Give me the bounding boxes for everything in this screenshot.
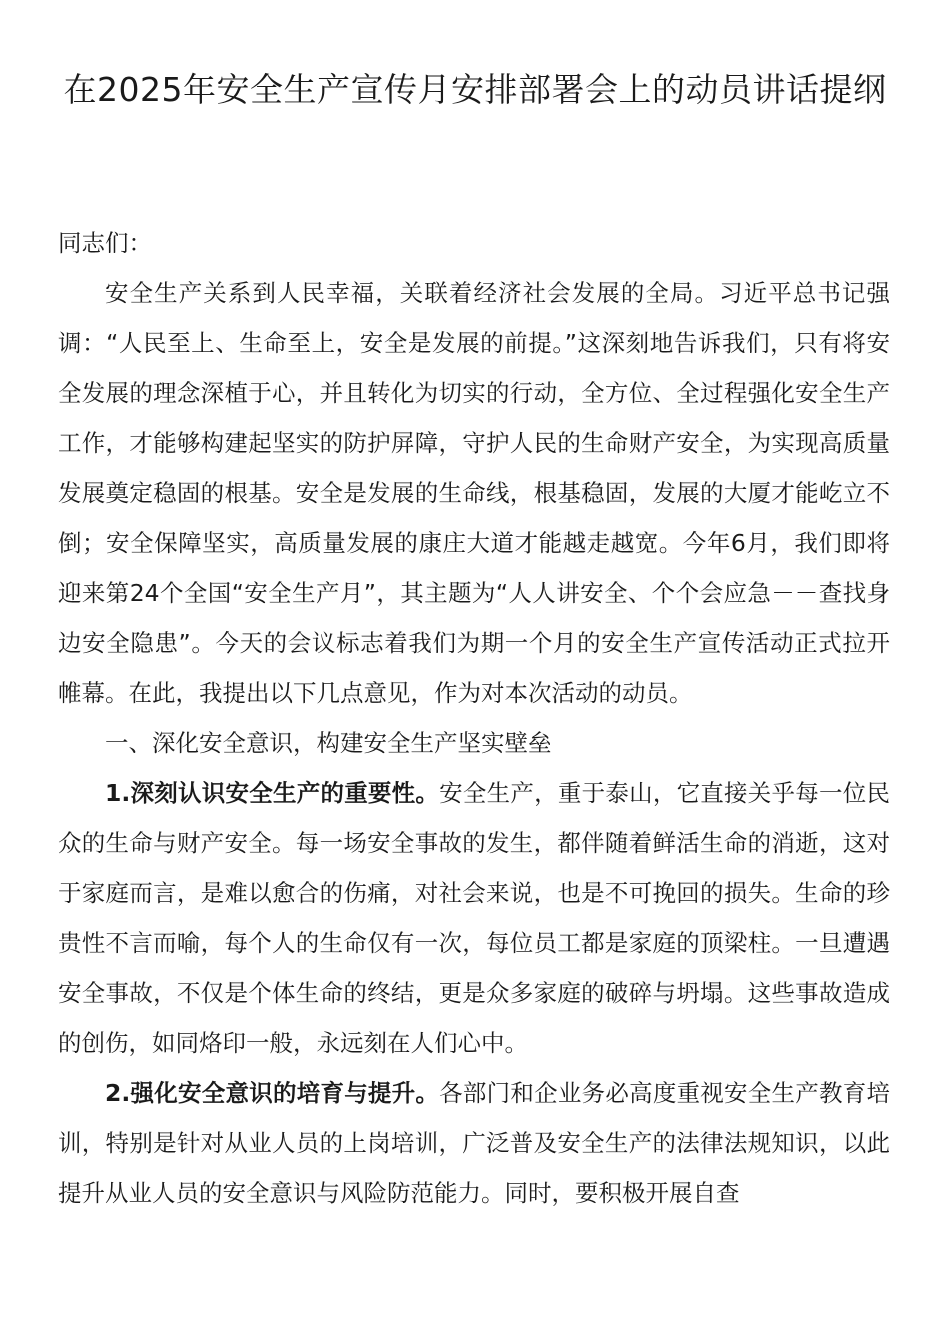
point-text-1: 安全生产，重于泰山，它直接关乎每一位民众的生命与财产安全。每一场安全事故的发生，都伴随着鲜活生命的消逝，这对于家庭而言，是难以愈合的伤痛，对社会来说，也是不可挽回的损失。生命的珍贵性不言而喻，每个人的生命仅有一次，每位员工都是家庭的顶梁柱。一旦遭遇安全事故，不仅是个体生命的终结，更是众多家庭的破碎与坍塌。这些事故造成的创伤，如同烙印一般，永远刻在人们心中。 [58, 779, 890, 1057]
salutation: 同志们： [58, 229, 152, 257]
point-paragraph-1 [58, 768, 890, 1068]
intro-paragraph: 安全生产关系到人民幸福，关联着经济社会发展的全局。习近平总书记强调：“人民至上、生命至上，安全是发展的前提。”这深刻地告诉我们，只有将安全发展的理念深植于心，并且转化为切实的行动，全方位、全过程强化安全生产工作，才能够构建起坚实的防护屏障，守护人民的生命财产安全，为实现高质量发展奠定稳固的根基。安全是发展的生命线，根基稳固，发展的大厦才能屹立不倒；安全保障坚实，高质量发展的康庄大道才能越走越宽。今年6月，我们即将迎来第24个全国“安全生产月”，其主题为“人人讲安全、个个会应急－－查找身边安全隐患”。今天的会议标志着我们为期一个月的安全生产宣传活动正式拉开帷幕。在此，我提出以下几点意见，作为对本次活动的动员。 [58, 279, 890, 707]
point-text-2: 各部门和企业务必高度重视安全生产教育培训，特别是针对从业人员的上岗培训，广泛普及安全生产的法律法规知识，以此提升从业人员的安全意识与风险防范能力。同时，要积极开展自查 [58, 1079, 890, 1207]
point-paragraph-2 [58, 1068, 890, 1218]
point-lead-2: 2.强化安全意识的培育与提升。 [105, 1079, 440, 1107]
point-lead-1: 1.深刻认识安全生产的重要性。 [105, 779, 440, 807]
section-heading: 一、深化安全意识，构建安全生产坚实壁垒 [105, 729, 552, 757]
document-title: 在2025年安全生产宣传月安排部署会上的动员讲话提纲 [63, 70, 887, 109]
document-body [58, 218, 890, 1218]
